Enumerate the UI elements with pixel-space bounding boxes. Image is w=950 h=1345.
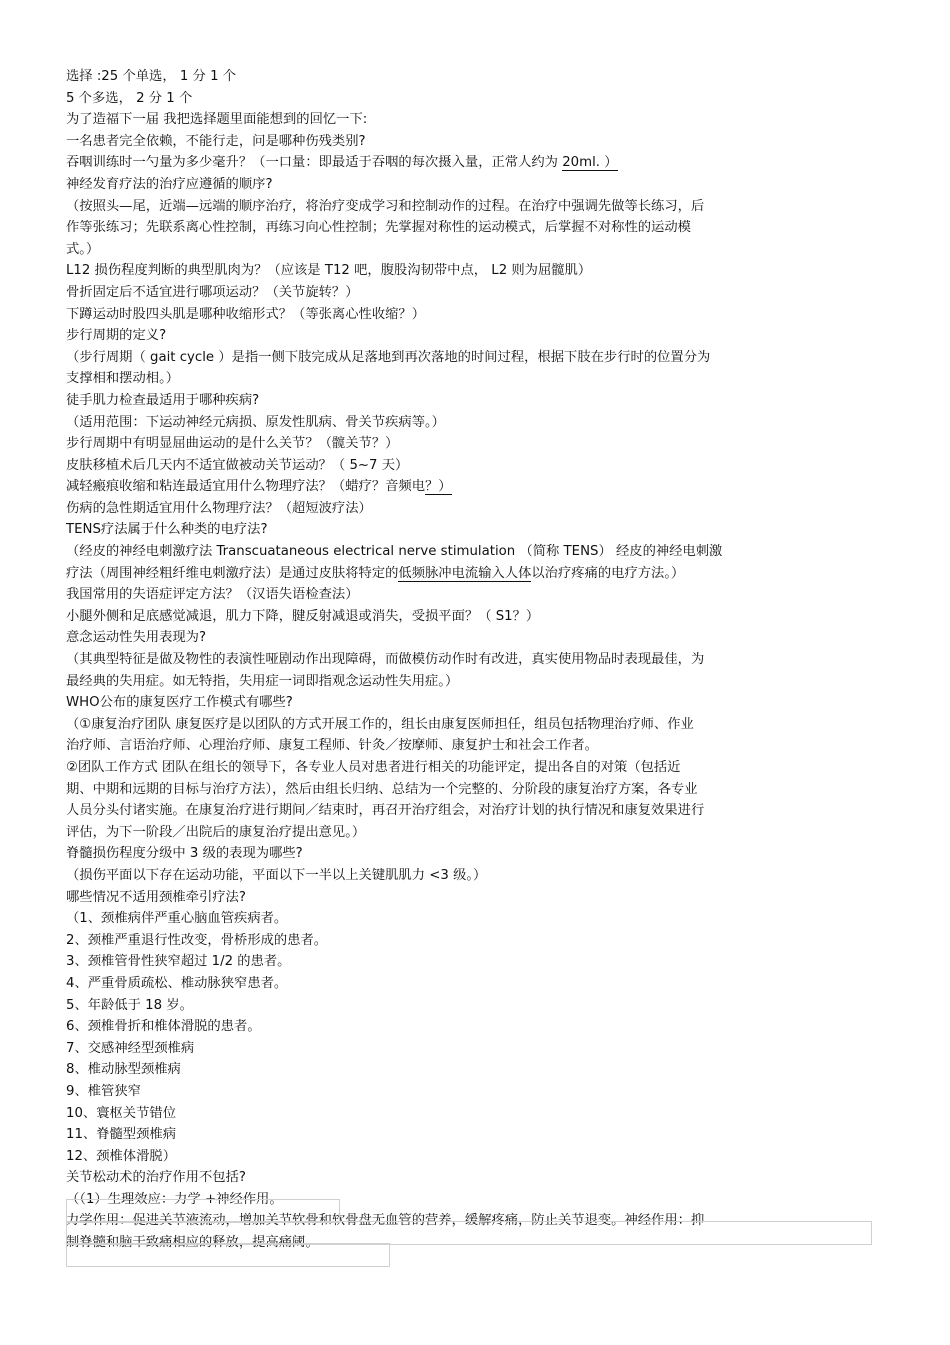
text-line: 选择 :25 个单选， 1 分 1 个 <box>66 69 237 84</box>
text-line: ②团队工作方式 团队在组长的领导下，各专业人员对患者进行相关的功能评定，提出各自的对策（包括近 <box>66 760 681 775</box>
underlined-text: 20ml. ） <box>562 155 618 171</box>
text-line: 6、颈椎骨折和椎体滑脱的患者。 <box>66 1019 261 1035</box>
text-line: （其典型特征是做及物性的表演性哑剧动作出现障碍，而做模仿动作时有改进，真实使用物品时表现最佳，为 <box>66 652 705 668</box>
text-line: 支撑相和摆动相。） <box>66 371 180 387</box>
text-line: （按照头—尾，近端—远端的顺序治疗，将治疗变成学习和控制动作的过程。在治疗中强调先做等长练习，后 <box>66 198 705 214</box>
text-line: 4、严重骨质疏松、椎动脉狭窄患者。 <box>66 975 288 991</box>
text-line: 11、脊髓型颈椎病 <box>66 1127 176 1143</box>
text-line: 一名患者完全依赖，不能行走，问是哪种伤残类别? <box>66 133 366 149</box>
text-line: 意念运动性失用表现为? <box>66 630 207 646</box>
text-line: （适用范围：下运动神经元病损、原发性肌病、骨关节疾病等。） <box>66 414 445 430</box>
text-line: 徒手肌力检查最适用于哪种疾病? <box>66 392 260 408</box>
text-line: 作等张练习；先联系离心性控制，再练习向心性控制；先掌握对称性的运动模式，后掌握不对称性的运动模 <box>66 220 691 236</box>
text-line: （经皮的神经电刺激疗法 Transcuataneous electrical nerve stimulation （简称 TENS） 经皮的神经电刺激 <box>66 544 723 560</box>
text-line: 10、寰枢关节错位 <box>66 1105 176 1121</box>
text-line: 2、颈椎严重退行性改变，骨桥形成的患者。 <box>66 932 328 948</box>
text-line: 制脊髓和脑干致痛相应的释放，提高痛阈。 <box>66 1235 319 1251</box>
text-line: 治疗师、言语治疗师、心理治疗师、康复工程师、针灸／按摩师、康复护士和社会工作者。 <box>66 738 598 754</box>
text-line: （①康复治疗团队 康复医疗是以团队的方式开展工作的，组长由康复医师担任，组员包括物理治疗师、作业 <box>66 716 694 732</box>
text-line: 式。） <box>66 241 100 257</box>
text-line: 期、中期和远期的目标与治疗方法），然后由组长归纳、总结为一个完整的、分阶段的康复治疗方案，各专业 <box>66 781 698 797</box>
text-line: 关节松动术的治疗作用不包括? <box>66 1170 246 1186</box>
text-line: 皮肤移植术后几天内不适宜做被动关节运动？（ 5~7 天） <box>66 457 409 473</box>
underlined-text: 低频脉冲电流输入人体 <box>398 565 532 581</box>
text-line: 哪些情况不适用颈椎牵引疗法? <box>66 889 246 905</box>
text-line: 步行周期中有明显屈曲运动的是什么关节？（髋关节？） <box>66 436 399 452</box>
text-line: 评估，为下一阶段／出院后的康复治疗提出意见。） <box>66 824 366 840</box>
text-line: 疗法（周围神经粗纤维电刺激疗法）是通过皮肤将特定的低频脉冲电流输入人体以治疗疼痛的电疗方法。） <box>66 565 685 581</box>
text-line: 3、颈椎管骨性狭窄超过 1/2 的患者。 <box>66 954 291 970</box>
text-line: L12 损伤程度判断的典型肌肉为？（应该是 T12 吧，腹股沟韧带中点， L2 则为屈髋肌） <box>66 263 592 279</box>
text-line: 8、椎动脉型颈椎病 <box>66 1062 181 1078</box>
text-line: 骨折固定后不适宜进行哪项运动？（关节旋转？） <box>66 284 359 300</box>
text-line: 力学作用：促进关节液流动，增加关节软骨和软骨盘无血管的营养，缓解疼痛，防止关节退变。神经作用：抑 <box>66 1213 705 1229</box>
text-line: （损伤平面以下存在运动功能，平面以下一半以上关键肌肌力 <3 级。） <box>66 867 487 883</box>
text-line: 步行周期的定义? <box>66 328 167 344</box>
text-line: 人员分头付诸实施。在康复治疗进行期间／结束时，再召开治疗组会，对治疗计划的执行情况和康复效果进行 <box>66 803 705 819</box>
text-line: 为了造福下一届 我把选择题里面能想到的回忆一下: <box>66 112 368 128</box>
text-line: （1、颈椎病伴严重心脑血管疾病者。 <box>66 911 288 927</box>
text-line: 脊髓损伤程度分级中 3 级的表现为哪些? <box>66 846 303 862</box>
underlined-text: ？） <box>425 479 452 495</box>
text-line: 神经发育疗法的治疗应遵循的顺序? <box>66 176 273 192</box>
text-line: 9、椎管狭窄 <box>66 1083 141 1099</box>
text-line: 12、颈椎体滑脱） <box>66 1148 176 1164</box>
text-line: 5 个多选， 2 分 1 个 <box>66 90 193 106</box>
text-line: 小腿外侧和足底感觉减退，肌力下降，腱反射减退或消失，受损平面？（ S1？） <box>66 608 540 624</box>
text-line: （步行周期（ gait cycle ）是指一侧下肢完成从足落地到再次落地的时间过程，根据下肢在步行时的位置分为 <box>66 349 711 365</box>
text-line: 最经典的失用症。如无特指，失用症一词即指观念运动性失用症。） <box>66 673 459 689</box>
text-line: （（1）生理效应：力学 +神经作用。 <box>66 1191 283 1207</box>
text-line: 下蹲运动时股四头肌是哪种收缩形式？（等张离心性收缩？） <box>66 306 426 322</box>
text-line: 我国常用的失语症评定方法？（汉语失语检查法） <box>66 587 359 603</box>
document-body <box>66 66 866 1254</box>
text-line: 吞咽训练时一勺量为多少毫升？（一口量：即最适于吞咽的每次摄入量，正常人约为 20ml. ） <box>66 155 618 171</box>
text-line: WHO公布的康复医疗工作模式有哪些? <box>66 695 293 711</box>
text-line: TENS疗法属于什么种类的电疗法? <box>66 522 268 538</box>
text-line: 7、交感神经型颈椎病 <box>66 1040 195 1056</box>
text-line: 伤病的急性期适宜用什么物理疗法？（超短波疗法） <box>66 500 372 516</box>
text-line: 减轻瘢痕收缩和粘连最适宜用什么物理疗法？（蜡疗？音频电？） <box>66 479 452 495</box>
text-line: 5、年龄低于 18 岁。 <box>66 997 193 1013</box>
